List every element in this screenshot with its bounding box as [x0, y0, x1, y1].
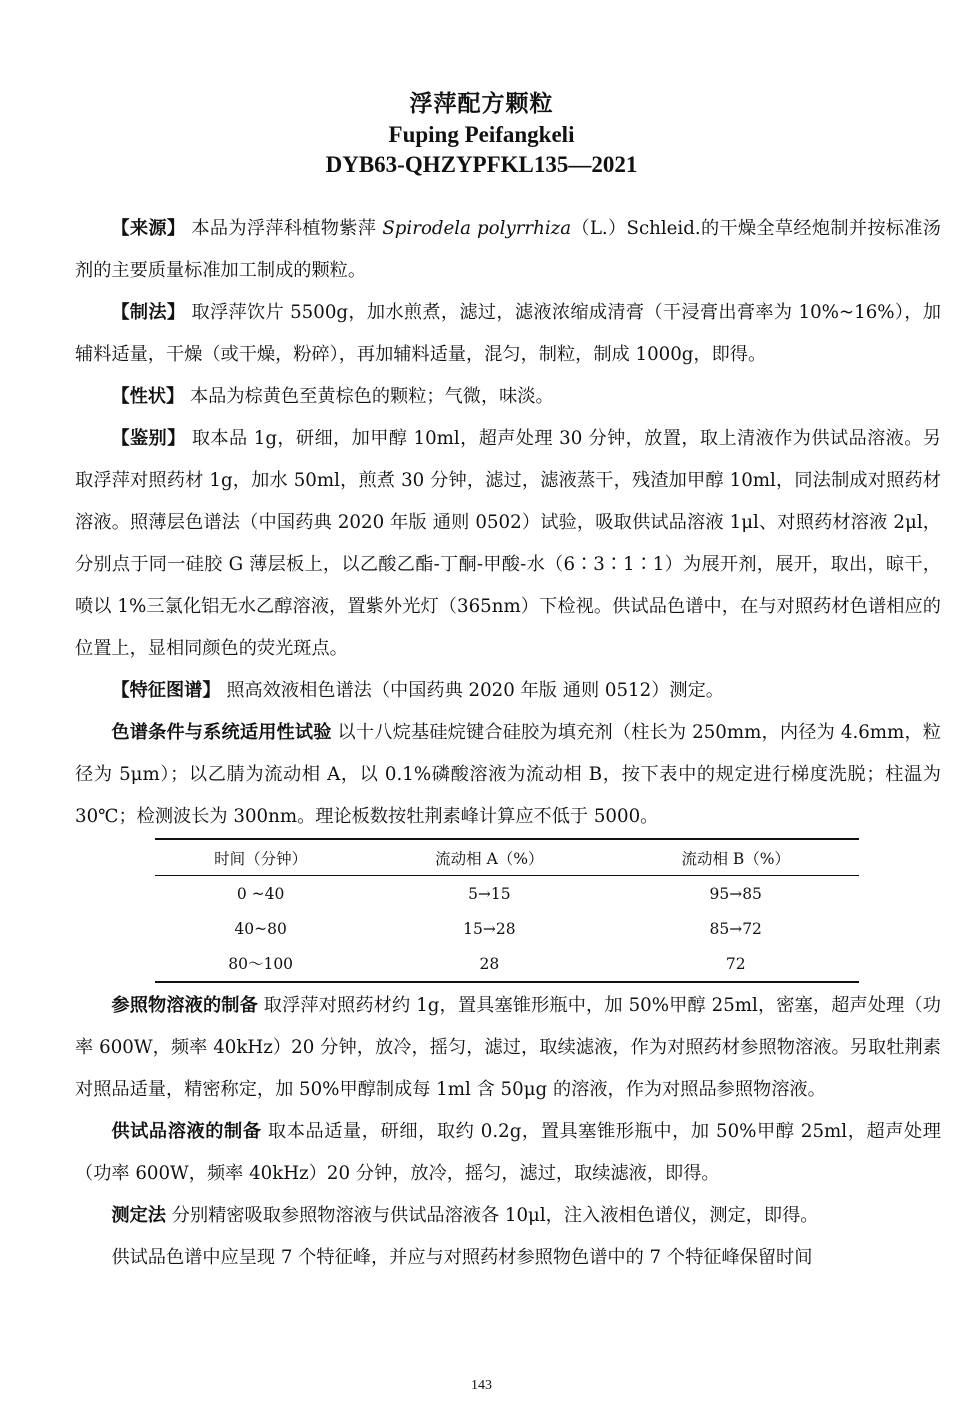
section-label-description: 【性状】	[111, 386, 185, 407]
title-block	[0, 88, 963, 180]
table-header-row	[155, 839, 859, 876]
table-header-phase-b: 流动相 B（%）	[612, 839, 859, 876]
table-cell: 80～100	[155, 946, 366, 982]
section-identification	[75, 418, 941, 670]
table-header-phase-a: 流动相 A（%）	[366, 839, 612, 876]
section-chromatographic-conditions	[75, 712, 941, 838]
table-cell: 15→28	[463, 920, 516, 938]
section-requirement	[75, 1237, 941, 1279]
requirement-text: 供试品色谱中应呈现 7 个特征峰，并应与对照药材参照物色谱中的 7 个特征峰保留时间	[111, 1247, 813, 1268]
section-label-identification: 【鉴别】	[111, 428, 186, 449]
table-cell: 72	[612, 946, 859, 982]
table-cell: 95→85	[709, 885, 762, 903]
document-body	[75, 208, 941, 1279]
subsection-label-reference: 参照物溶液的制备	[111, 995, 258, 1016]
title-chinese: 浮萍配方颗粒	[409, 90, 554, 117]
table-row	[155, 911, 859, 946]
identification-text: 取本品 1g，研细，加甲醇 10ml，超声处理 30 分钟，放置，取上清液作为供试品溶液。另取浮萍对照药材 1g，加水 50ml，煎煮 30 分钟，滤过，滤液蒸干，残渣加甲醇 10ml，同法制成对照药材溶液。照薄层色谱法（中国药典 2020 年版 通则 0502）试验，吸取供试品溶液 1μl、对照药材溶液 2μl，分别点于同一硅胶 G 薄层板上，以乙酸乙酯-丁酮-甲酸-水（6∶3∶1∶1）为展开剂，展开，取出，晾干，喷以 1%三氯化铝无水乙醇溶液，置紫外光灯（365nm）下检视。供试品色谱中，在与对照药材色谱相应的位置上，显相同颜色的荧光斑点。	[75, 428, 941, 659]
table-cell: 40~80	[234, 920, 287, 938]
table-cell: 0 ~40	[236, 885, 285, 903]
table-cell: 5→15	[468, 885, 511, 903]
description-text: 本品为棕黄色至黄棕色的颗粒；气微，味淡。	[184, 386, 554, 407]
section-description	[75, 376, 941, 418]
table-header-time: 时间（分钟）	[155, 839, 366, 876]
section-procedure	[75, 1195, 941, 1237]
section-source	[75, 208, 941, 292]
preparation-text: 取浮萍饮片 5500g，加水煎煮，滤过，滤液浓缩成清膏（干浸膏出膏率为 10%~16%），加辅料适量，干燥（或干燥，粉碎），再加辅料适量，混匀，制粒，制成 1000g，即得。	[75, 302, 941, 365]
section-test-solution	[75, 1111, 941, 1195]
standard-code: DYB63-QHZYPFKL135—2021	[325, 152, 638, 177]
table-row	[155, 876, 859, 912]
subsection-label-procedure: 测定法	[111, 1205, 166, 1226]
section-label-source: 【来源】	[111, 218, 186, 239]
section-fingerprint	[75, 670, 941, 712]
subsection-label-conditions: 色谱条件与系统适用性试验	[111, 722, 332, 743]
page-number: 143	[471, 1378, 492, 1393]
section-reference-solution	[75, 985, 941, 1111]
fingerprint-text: 照高效液相色谱法（中国药典 2020 年版 通则 0512）测定。	[220, 680, 724, 701]
conditions-text: 以十八烷基硅烷键合硅胶为填充剂（柱长为 250mm，内径为 4.6mm，粒径为 5μm）；以乙腈为流动相 A，以 0.1%磷酸溶液为流动相 B，按下表中的规定进行梯度洗脱；柱温为 30℃；检测波长为 300nm。理论板数按牡荆素峰计算应不低于 5000。	[75, 722, 941, 827]
title-pinyin: Fuping Peifangkeli	[388, 122, 575, 147]
source-text-b: （L.）Schleid.的干燥全草经炮制并按标准汤剂的主要质量标准加工制成的颗粒。	[75, 218, 941, 281]
source-text-a: 本品为浮萍科植物紫萍	[185, 218, 383, 239]
section-preparation	[75, 292, 941, 376]
procedure-text: 分别精密吸取参照物溶液与供试品溶液各 10μl，注入液相色谱仪，测定，即得。	[165, 1205, 819, 1226]
section-label-fingerprint: 【特征图谱】	[111, 680, 221, 701]
subsection-label-test: 供试品溶液的制备	[111, 1121, 262, 1142]
test-solution-text: 取本品适量，研细，取约 0.2g，置具塞锥形瓶中，加 50%甲醇 25ml，超声处理（功率 600W，频率 40kHz）20 分钟，放冷，摇匀，滤过，取续滤液，即得。	[75, 1121, 941, 1184]
table-cell: 28	[366, 946, 612, 982]
gradient-table	[155, 838, 859, 983]
reference-text: 取浮萍对照药材约 1g，置具塞锥形瓶中，加 50%甲醇 25ml，密塞，超声处理（功率 600W，频率 40kHz）20 分钟，放冷，摇匀，滤过，取续滤液，作为对照药材参照物溶液。另取牡荆素对照品适量，精密称定，加 50%甲醇制成每 1ml 含 50μg 的溶液，作为对照品参照物溶液。	[75, 995, 941, 1100]
latin-name: Spirodela polyrrhiza	[382, 218, 572, 239]
table-row	[155, 946, 859, 982]
table-cell: 85→72	[709, 920, 762, 938]
section-label-preparation: 【制法】	[111, 302, 186, 323]
